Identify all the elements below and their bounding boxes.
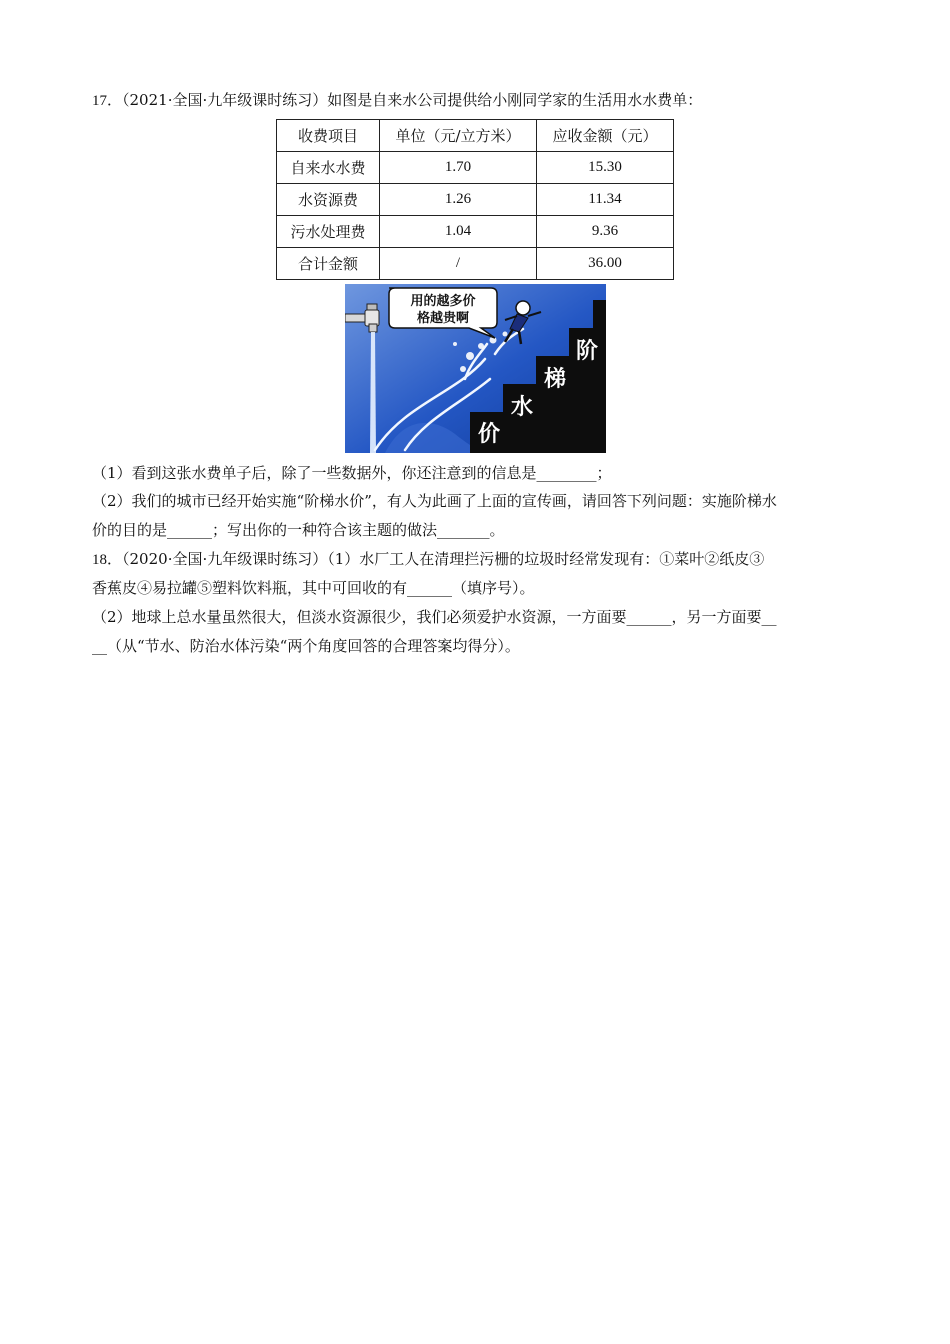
tiered-water-price-cartoon <box>345 284 606 453</box>
cell-item: 水资源费 <box>277 184 380 216</box>
step-label: 价 <box>477 422 501 447</box>
q17-stem: （2021·全国·九年级课时练习）如图是自来水公司提供给小刚同学家的生活用水水费单： <box>122 91 703 109</box>
cell-item: 污水处理费 <box>277 216 380 248</box>
q18-line4: __（从“节水、防治水体污染“两个角度回答的合理答案均得分）。 <box>92 637 520 655</box>
speech-line: 格越贵啊 <box>416 311 470 326</box>
table-row <box>277 152 674 184</box>
q17-part2-line2: 价的目的是______；写出你的一种符合该主题的做法_______。 <box>92 521 505 539</box>
step-label: 阶 <box>575 339 599 364</box>
q17-number: 17． <box>92 93 123 109</box>
q18-number: 18． <box>92 552 123 568</box>
water-fee-table <box>276 119 674 280</box>
header-item: 收费项目 <box>277 120 380 152</box>
table-row <box>277 184 674 216</box>
cell-amount: 36.00 <box>537 248 674 280</box>
header-unit: 单位（元/立方米） <box>380 120 537 152</box>
cell-amount: 9.36 <box>537 216 674 248</box>
speech-line: 用的越多价 <box>410 294 476 309</box>
q18-line1: （2020·全国·九年级课时练习）（1）水厂工人在清理拦污栅的垃圾时经常发现有：①菜叶②纸皮③ <box>122 550 765 568</box>
water-stream <box>370 332 376 453</box>
q17-part1: （1）看到这张水费单子后，除了一些数据外，你还注意到的信息是________； <box>92 464 612 482</box>
cell-amount: 11.34 <box>537 184 674 216</box>
q17-stem-line <box>92 89 702 112</box>
q18-line2: 香蕉皮④易拉罐⑤塑料饮料瓶，其中可回收的有______（填序号）。 <box>92 579 535 597</box>
cell-amount: 15.30 <box>537 152 674 184</box>
q18-stem-line <box>92 548 764 571</box>
table-header-row <box>277 120 674 152</box>
cell-unit: / <box>380 248 537 280</box>
header-amount: 应收金额（元） <box>537 120 674 152</box>
step-label: 梯 <box>543 367 567 392</box>
q18-line3: （2）地球上总水量虽然很大，但淡水资源很少，我们必须爱护水资源，一方面要______，另一方面要__ <box>92 608 777 626</box>
table-row <box>277 248 674 280</box>
step-label: 水 <box>510 395 534 420</box>
cell-unit: 1.04 <box>380 216 537 248</box>
cell-unit: 1.26 <box>380 184 537 216</box>
table-row <box>277 216 674 248</box>
cell-unit: 1.70 <box>380 152 537 184</box>
q17-part2-line1: （2）我们的城市已经开始实施“阶梯水价”，有人为此画了上面的宣传画，请回答下列问题：实施阶梯水 <box>92 492 777 510</box>
cell-item: 合计金额 <box>277 248 380 280</box>
cell-item: 自来水水费 <box>277 152 380 184</box>
